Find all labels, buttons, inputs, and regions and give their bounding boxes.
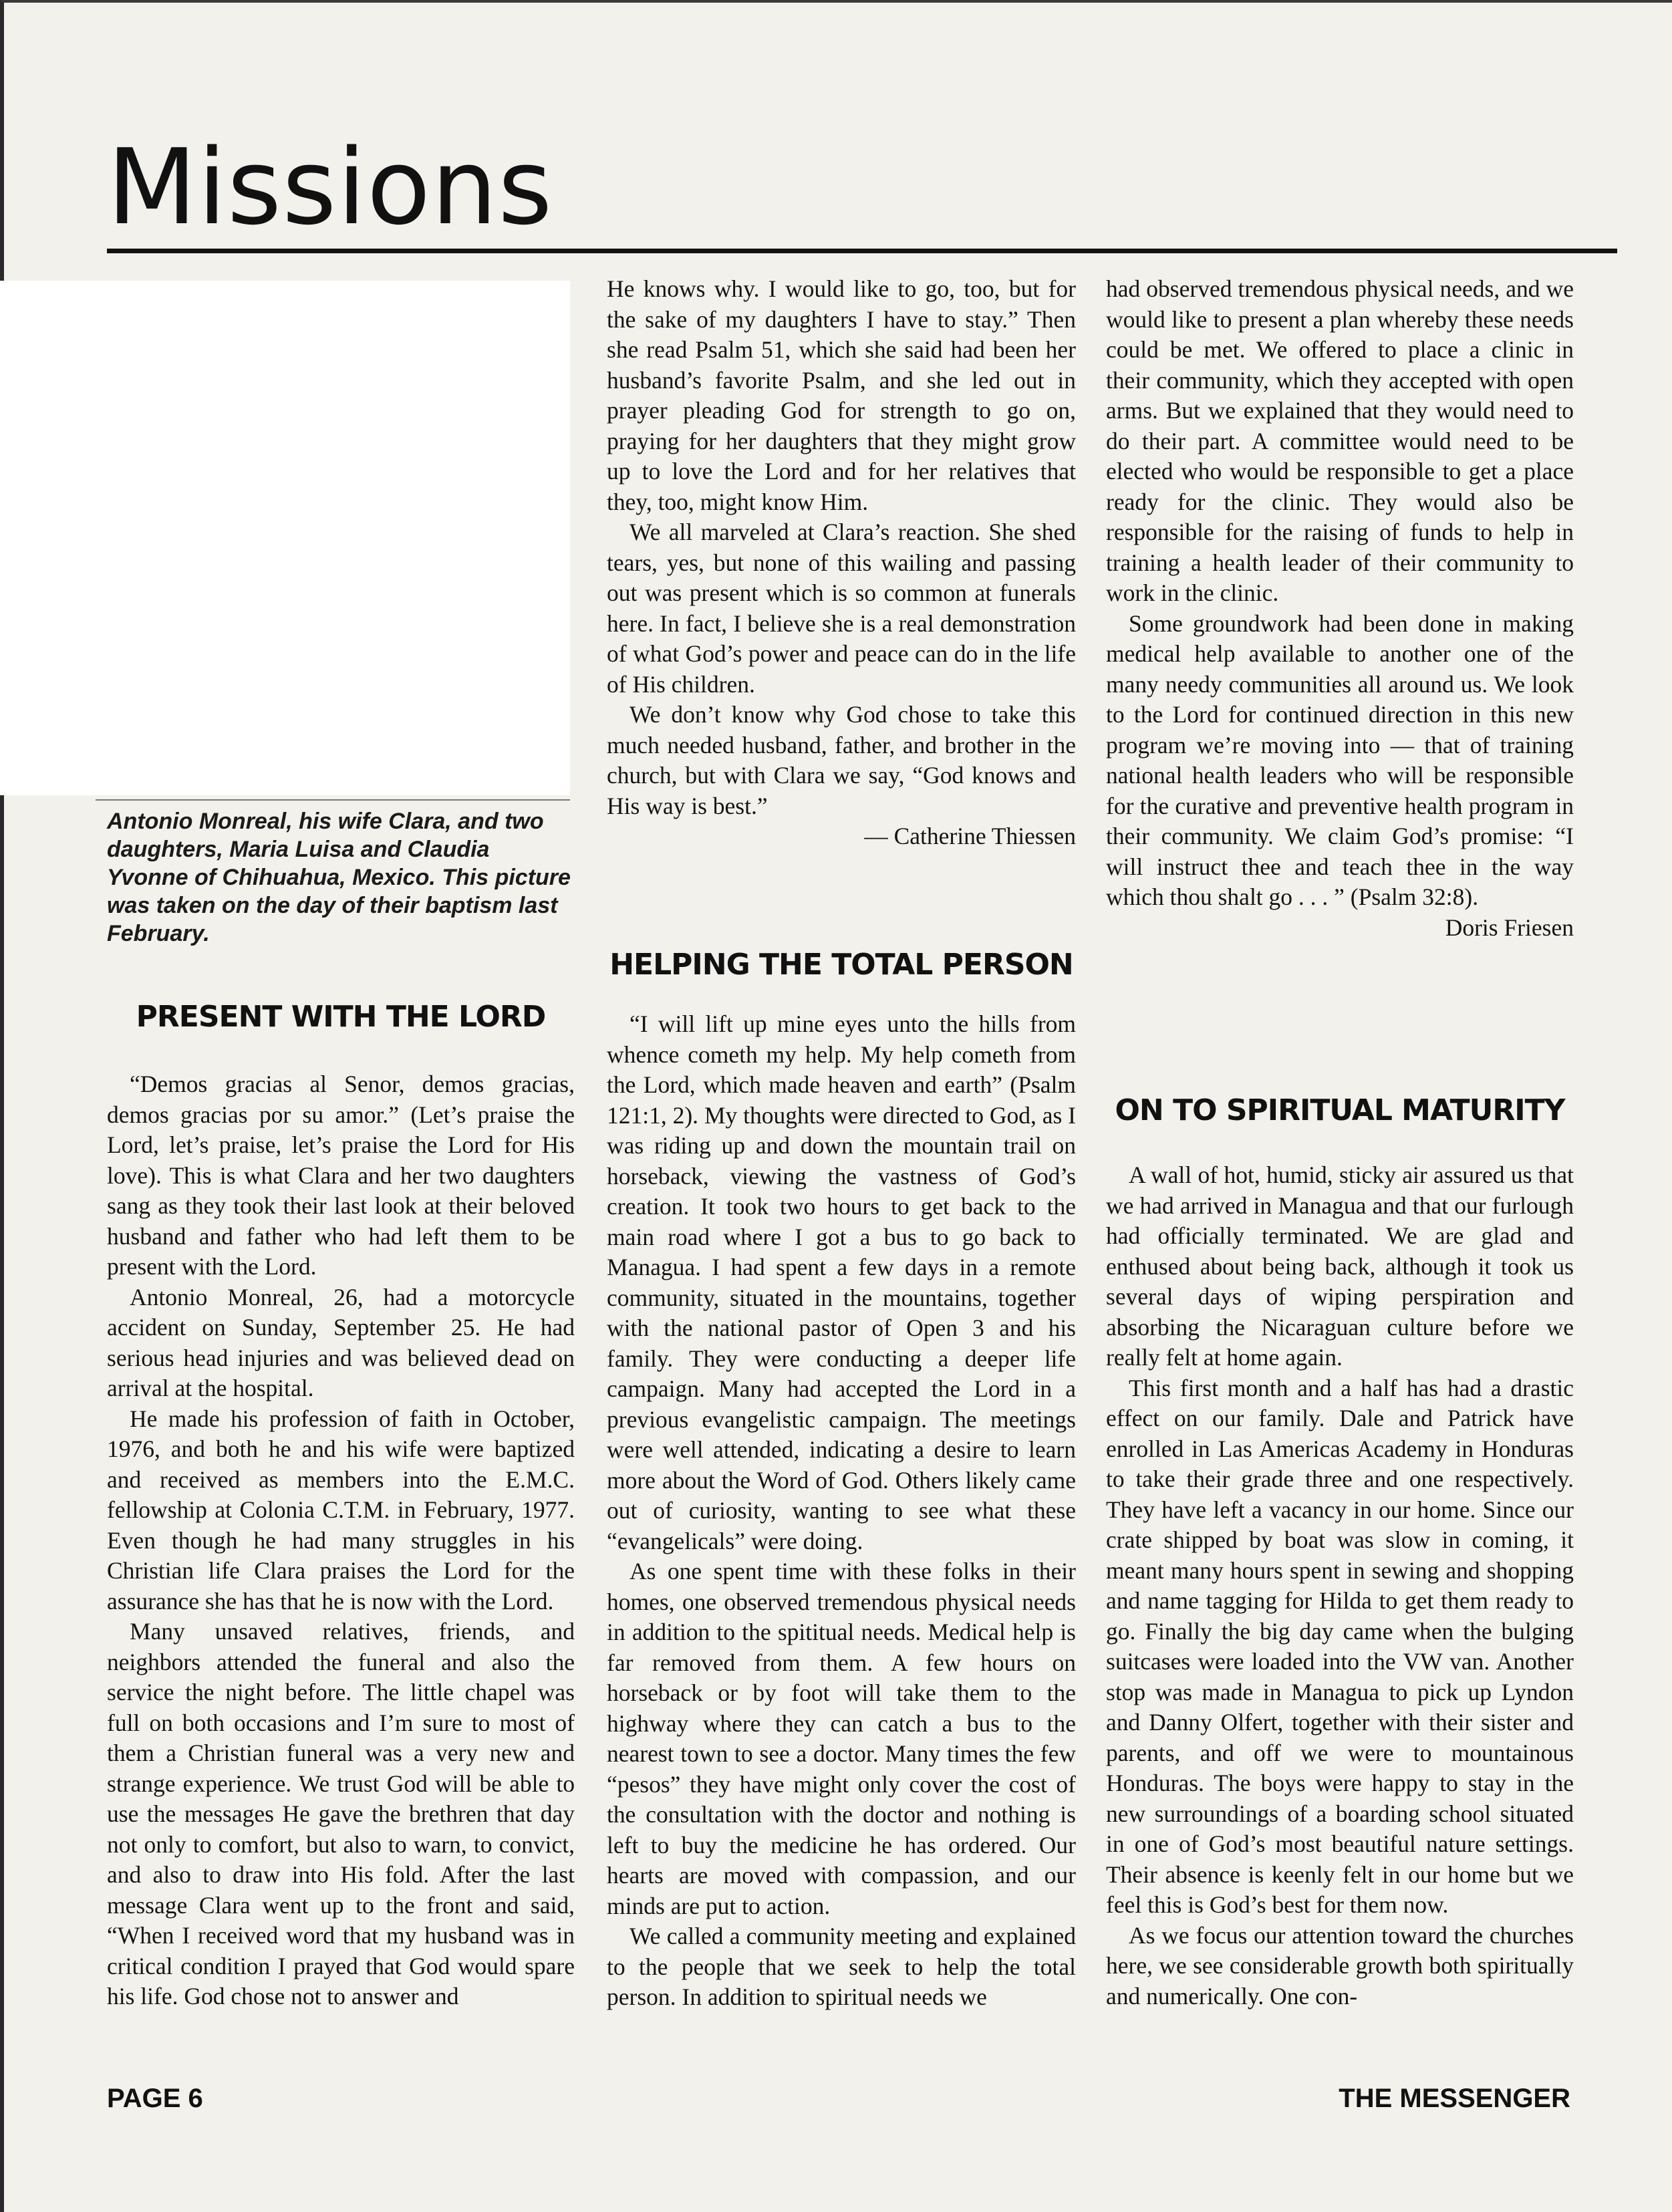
article-column-1 [107, 1069, 575, 2012]
article-column-3-top [1106, 274, 1574, 943]
paragraph: This first month and a half has had a drastic effect on our family. Dale and Patrick have enrolled in Las Americas Academy in Honduras to take their grade three and one respectively. They have left a vacancy in our home. Since our crate shipped by boat was slow in coming, it meant many hours spent in sewing and shopping and name tagging for Hilda to get them ready to go. Finally the big day came when the bulging suitcases were loaded into the VW van. Another stop was made in Managua to pick up Lyndon and Danny Olfert, together with their sister and parents, and off we were to mountainous Honduras. The boys were happy to stay in the new surroundings of a boarding school situated in one of God’s most beautiful nature settings. Their absence is keenly felt in our home but we feel this is God’s best for them now. [1106, 1374, 1574, 1918]
article-headline-present-with-the-lord: PRESENT WITH THE LORD [136, 1000, 546, 1034]
article-column-3-bottom [1106, 1160, 1574, 2012]
paragraph: A wall of hot, humid, sticky air assured us that we had arrived in Managua and that our furlough had officially terminated. We are glad and enthused about being back, although it took us several days of wiping perspiration and absorbing the Nicaraguan culture before we really felt at home again. [1106, 1161, 1574, 1371]
article-column-2-top [607, 274, 1076, 852]
author-signature-catherine-thiessen: — Catherine Thiessen [864, 823, 1076, 849]
page-number: PAGE 6 [107, 2084, 203, 2113]
paragraph: Many unsaved relatives, friends, and neighbors attended the funeral and also the service the night before. The little chapel was full on both occasions and I’m sure to most of them a Christian funeral was a very new and strange experience. We trust God will be able to use the messages He gave the brethren that day not only to comfort, but also to warn, to convict, and also to draw into His fold. After the last message Clara went up to the front and said, “When I received word that my husband was in critical condition I prayed that God would spare his life. God chose not to answer and [107, 1618, 575, 2010]
author-signature-doris-friesen: Doris Friesen [1445, 914, 1574, 941]
paragraph: He made his profession of faith in October, 1976, and both he and his wife were baptized and received as members into the E.M.C. fellowship at Colonia C.T.M. in February, 1977. Even though he had many struggles in his Christian life Clara praises the Lord for the assurance she has that he is now with the Lord. [107, 1405, 575, 1615]
paragraph: He knows why. I would like to go, too, but for the sake of my daughters I have to stay.” Then she read Psalm 51, which she said had been her husband’s favorite Psalm, and she led out in prayer pleading God for strength to go on, praying for her daughters that they might grow up to love the Lord and for her relatives that they, too, might know Him. [607, 275, 1076, 515]
paragraph: Some groundwork had been done in making medical help available to another one of the many needy communities all around us. We look to the Lord for continued direction in this new program we’re moving into — that of training national health leaders who will be responsible for the curative and preventive health program in their community. We claim God’s promise: “I will instruct thee and teach thee in the way which thou shalt go . . . ” (Psalm 32:8). [1106, 609, 1574, 910]
paragraph: We don’t know why God chose to take this much needed husband, father, and brother in the church, but with Clara we say, “God knows and His way is best.” [607, 701, 1076, 819]
title-rule [107, 249, 1617, 253]
paragraph: Antonio Monreal, 26, had a motorcycle accident on Sunday, September 25. He had serious head injuries and was believed dead on arrival at the hospital. [107, 1283, 575, 1401]
paragraph: As one spent time with these folks in their homes, one observed tremendous physical needs in addition to the spititual needs. Medical help is far removed from them. A few hours on horseback or by foot will take them to the highway where they can catch a bus to the nearest town to see a doctor. Many times the few “pesos” they have might only cover the cost of the consultation with the doctor and nothing is left to buy the medicine he has ordered. Our hearts are moved with compassion, and our minds are put to action. [607, 1558, 1076, 1919]
photo-caption: Antonio Monreal, his wife Clara, and two daughters, Maria Luisa and Claudia Yvonne of Chihuahua, Mexico. This picture was taken on the day of their baptism last February. [107, 809, 571, 946]
paragraph: had observed tremendous physical needs, and we would like to present a plan whereby these needs could be met. We offered to place a clinic in their community, which they accepted with open arms. But we explained that they would need to do their part. A committee would need to be elected who would be responsible to get a place ready for the clinic. They would also be responsible for the raising of funds to help in training a health leader of their community to work in the clinic. [1106, 275, 1574, 606]
article-headline-helping-the-total-person: HELPING THE TOTAL PERSON [609, 948, 1073, 982]
article-headline-on-to-spiritual-maturity: ON TO SPIRITUAL MATURITY [1115, 1093, 1565, 1127]
paragraph: We called a community meeting and explained to the people that we seek to help the total person. In addition to spiritual needs we [607, 1923, 1076, 2010]
paragraph: “I will lift up mine eyes unto the hills from whence cometh my help. My help cometh from the Lord, which made heaven and earth” (Psalm 121:1, 2). My thoughts were directed to God, as I was riding up and down the mountain trail on horseback, viewing the vastness of God’s creation. It took two hours to get back to the main road where I got a bus to go back to Managua. I had spent a few days in a remote community, situated in the mountains, together with the national pastor of Open 3 and his family. They were conducting a deeper life campaign. Many had accepted the Lord in a previous evangelistic campaign. The meetings were well attended, indicating a desire to learn more about the Word of God. Others likely came out of curiosity, wanting to see what these “evangelicals” were doing. [607, 1010, 1076, 1554]
paragraph: As we focus our attention toward the churches here, we see considerable growth both spiritually and numerically. One con- [1106, 1921, 1574, 2010]
article-column-2-bottom [607, 1009, 1076, 2013]
photo-bottom-edge [96, 799, 570, 801]
publication-name: THE MESSENGER [1339, 2084, 1570, 2113]
paragraph: We all marveled at Clara’s reaction. She shed tears, yes, but none of this wailing and passing out was present which is so common at funerals here. In fact, I believe she is a real demonstration of what God’s power and peace can do in the life of His children. [607, 519, 1076, 698]
family-photo [0, 281, 570, 795]
section-title: Missions [107, 126, 553, 248]
paragraph: “Demos gracias al Senor, demos gracias, demos gracias por su amor.” (Let’s praise the Lord, let’s praise, let’s praise the Lord for His love). This is what Clara and her two daughters sang as they took their last look at their beloved husband and father who had left them to be present with the Lord. [107, 1071, 575, 1280]
